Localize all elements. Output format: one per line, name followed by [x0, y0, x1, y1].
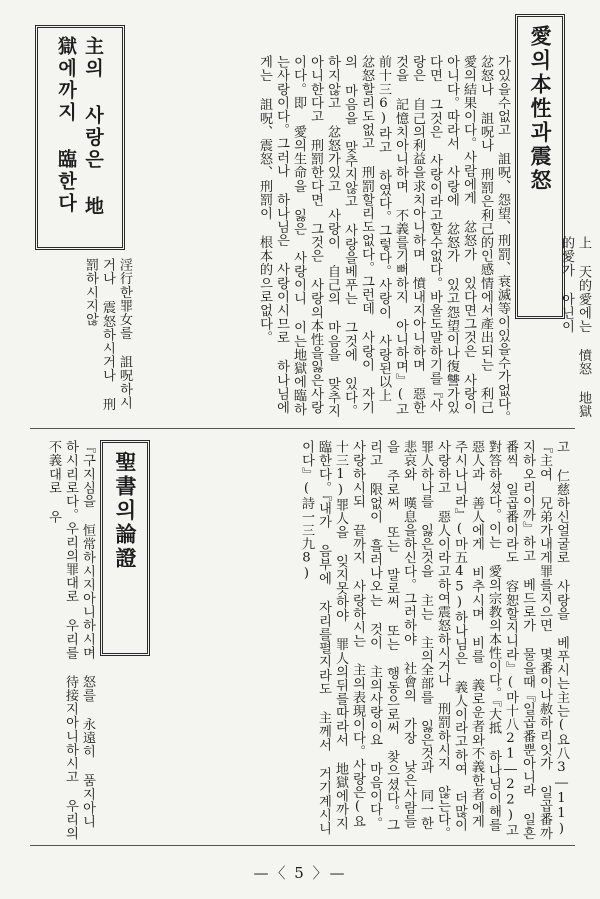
page-number: —〈 5 〉— [253, 864, 347, 882]
page-bottom-rule [30, 845, 575, 846]
section-title-love-and-wrath: 愛의本性과震怒 [515, 14, 565, 319]
section-subtitle-box: 主의 사랑은 地獄에까지 臨한다 [35, 25, 125, 250]
section-divider [30, 428, 575, 429]
essay-continuation-text: 淫行한罪女를 詛呪하시거나 震怒하시거나 刑罰하시지않 [83, 258, 132, 412]
essay-body-text: 가있을수없고 詛呪、怨望、刑罰、衰滅等이있을수가없다。忿怒나 詛呪나 刑罰은利己的인感情에서產出되는 利己愛의結果이다。사람에게 忿怒가 있다면그것은 사랑이아니다。따라서 사랑에 忿怒가 있고怨望이나復讐가있다면 그것은 사랑이라고할수없다。바울도말하기를『사랑은 自己의利益을求치아니하며 憤내지아니하며 惡한것을 記憶치아니하며 不義를기뻐하지 아니하며』(고前十三6)라고 하였다。그렇다。사랑이 사랑된以上 忿怒할리도없고 刑罰할리도없다。그런데 사랑이 자기의 마음을 맞추지않고 사랑을베푸는 그것에 있다。하지않고 忿怒가있고 사랑이 自己의 마음을 맞추지아니한다고 刑罰한다면 그것은 사랑의本性을잃은사랑이다。即 愛의生命을 잃은 사랑이니 이는地獄에臨하는사랑이다。그러나 하나님은 사랑이시므로 하나님에게는 詛呪、震怒、刑罰이 根本的으로없다。 [257, 55, 510, 424]
body-text-quote: 『구지심을 恒常하시지아니하시며 怒를 永遠히 품지아니하시리로다。우리의罪대로 우리를 待接지아니하시고 우리의不義대로 우 [46, 440, 95, 840]
section-title-scripture-proof: 聖書의論證 [100, 440, 150, 656]
essay-first-line: 上 天的愛에는 憤怒 地獄的愛가 아닌이 [559, 236, 591, 419]
body-text-gospel: 고 仁慈하신얼굴로 사랑을 베푸시는主는(요八3―11)『主여 兄弟가내게罪를지으면 몇番이나赦하리잇가 일곱番까지하오리이까』하고 베드로가 물을때『일곱番뿐아니라 일흔番씩 일곱番이라도 容恕할지니라』(마十八21―22)고 對答하셨다。이는 愛의宗教의本性이다。『大抵 하나님이해를惡人과 善人에게 비추시며 비를 義로운者와不義한者에게 주시나니라』(마五45)하나님은 義人이라고하여 더많이 사랑하고 惡人이라고하여震怒하시거나 刑罰하시지 않는다。罪人하나를 잃은것을 主는 主의全部를 잃은것과 同一한悲哀와 嘆息을하신다。그러하야 社會의 가장 낮은사람들을 주로써 또는 말로써 또는 행동으로써 찾으셨다。그리고 限없이 흘러나오는 것이 主의사랑이요 마음이다。사랑하시되 끝까지 사랑하시는 主의表現이다。사랑은(요十三1)罪人을 잊지못하야 罪人의뒤를따라서 地獄에까지 臨한다。『내가 음부에 자리를펼지라도 主께서 거기계시니이다』(詩一三九8) [299, 440, 569, 840]
